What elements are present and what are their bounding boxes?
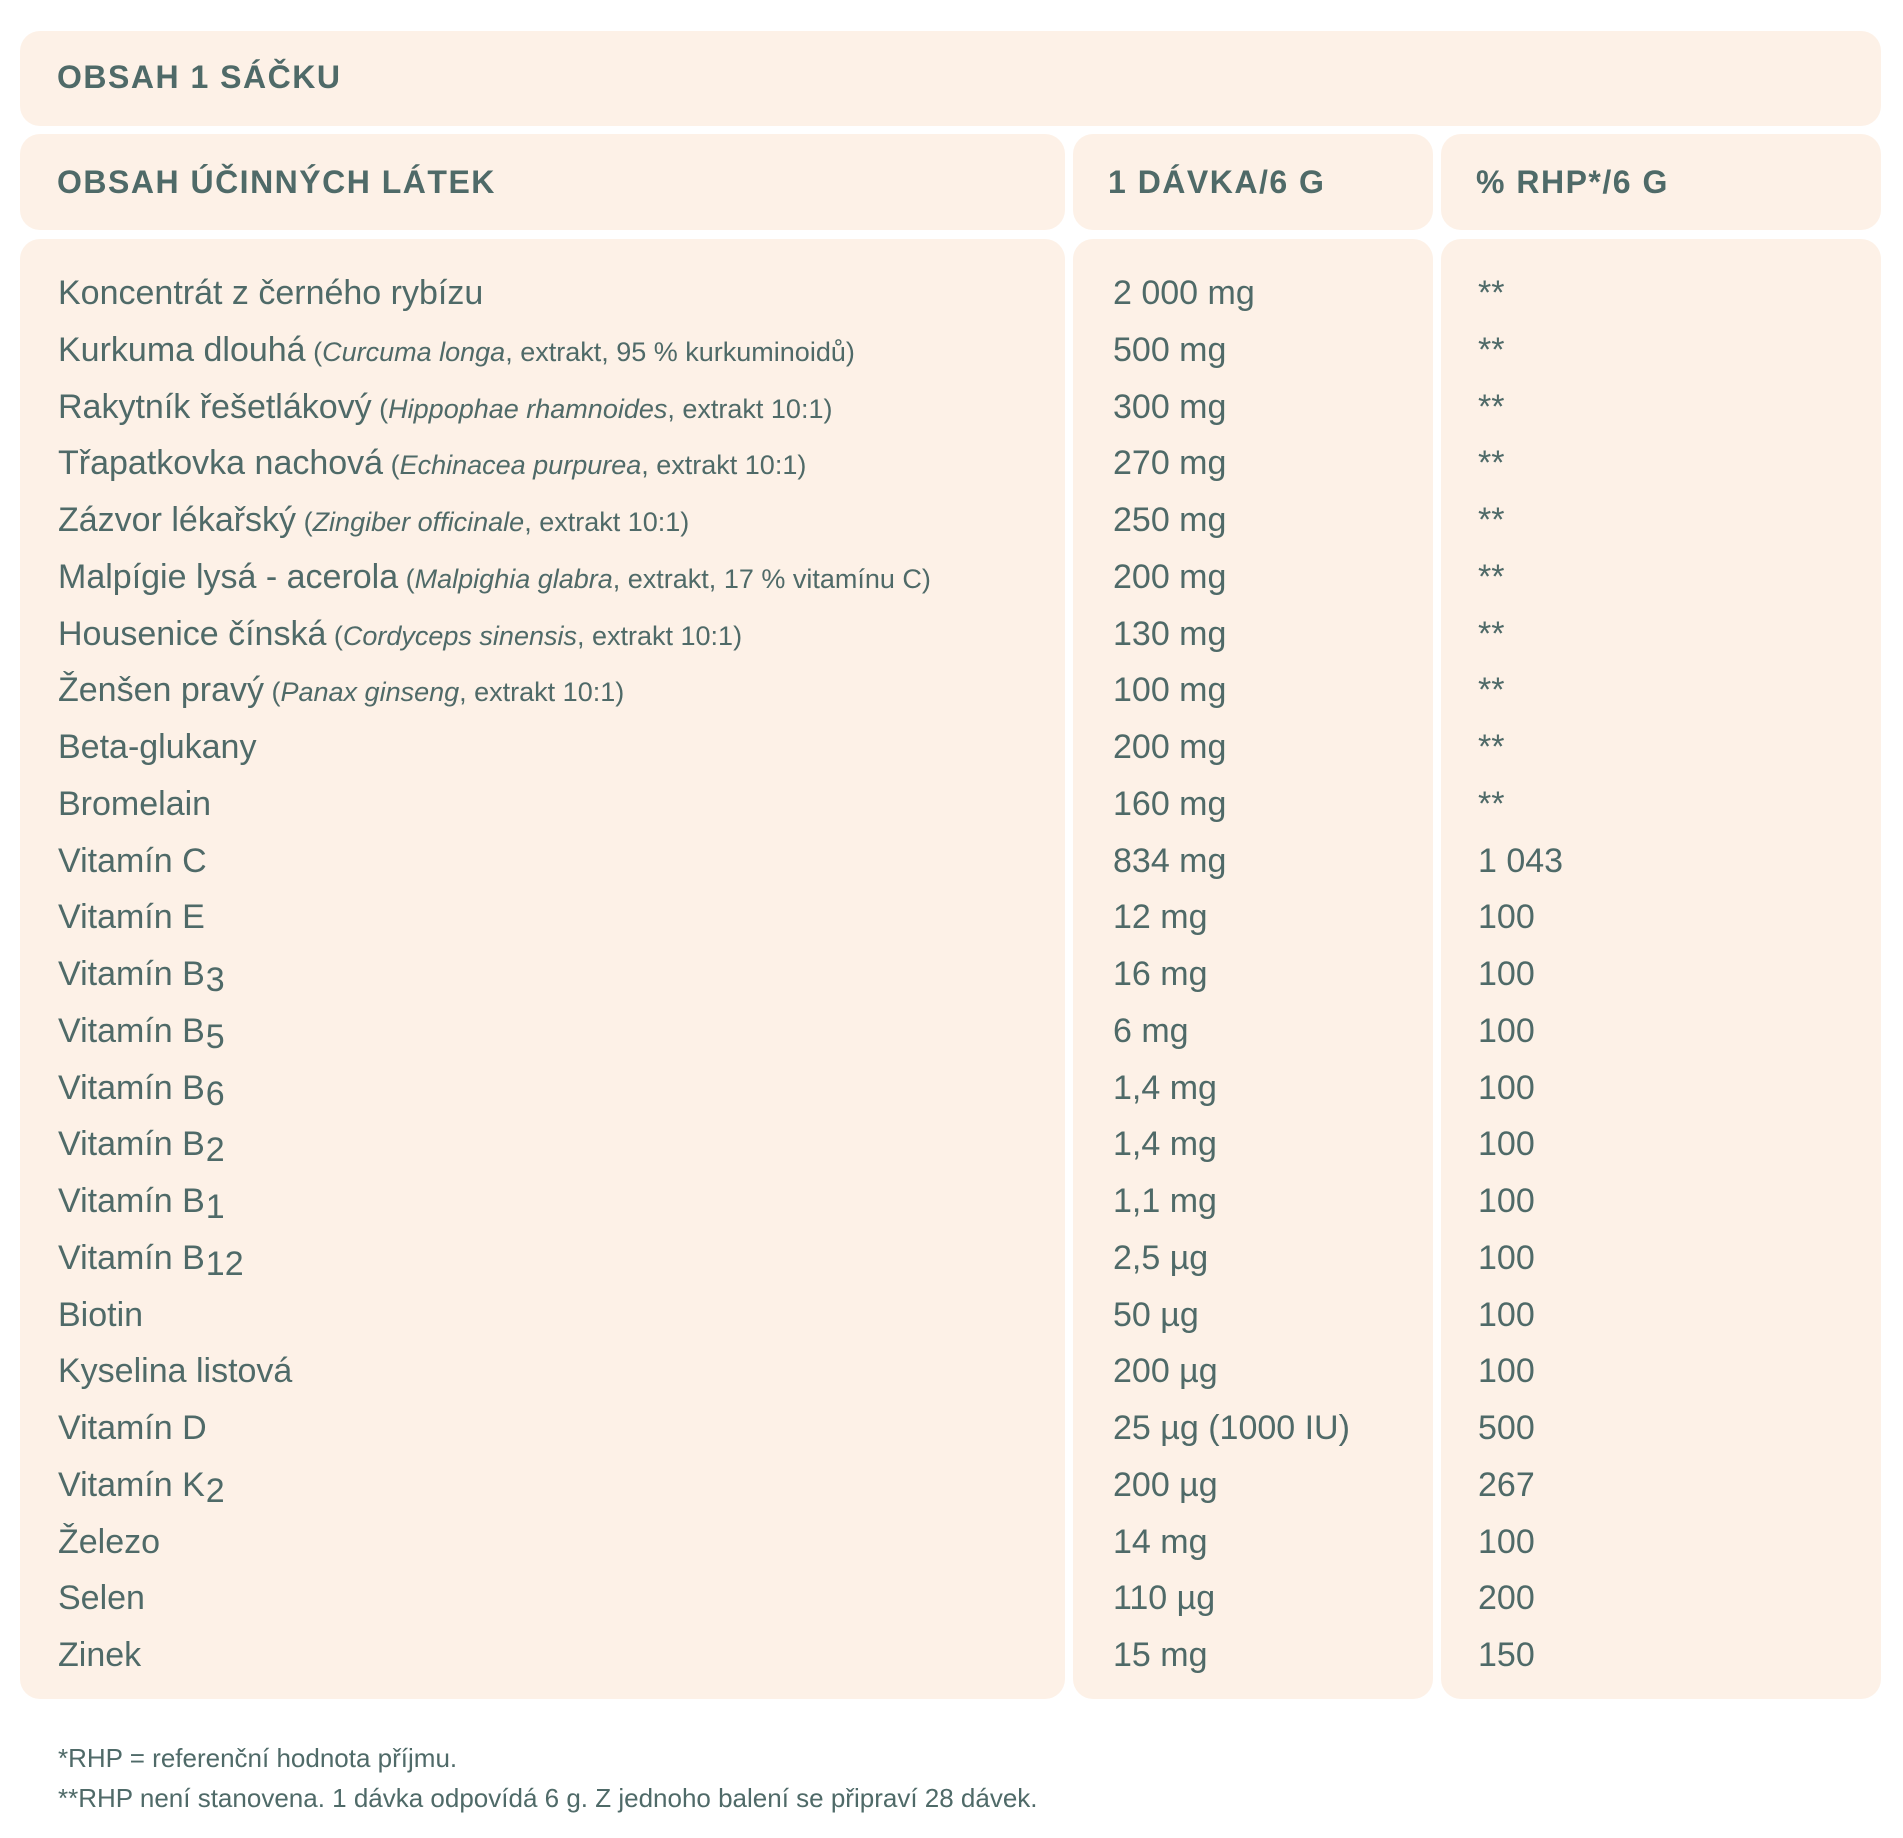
table-row <box>0 435 1903 492</box>
latin-name: Zingiber officinale <box>312 507 525 537</box>
latin-description: (Zingiber officinale, extrakt 10:1) <box>296 507 690 537</box>
ingredient-label: Bromelain <box>58 784 212 823</box>
rhp-value: 100 <box>1478 1522 1535 1561</box>
table-row <box>0 379 1903 436</box>
latin-name: Echinacea purpurea <box>399 450 642 481</box>
table-row <box>0 492 1903 549</box>
rhp-value: ** <box>1478 784 1505 823</box>
table-row <box>0 833 1903 890</box>
ingredient-label: Vitamín D <box>58 1409 207 1447</box>
ingredient-name <box>58 385 832 431</box>
subscript: 2 <box>205 1131 225 1170</box>
table-row <box>0 1343 1903 1400</box>
table-row <box>0 1514 1903 1571</box>
rhp-value: 1 043 <box>1478 841 1564 880</box>
table-row <box>0 265 1903 322</box>
footnote-rhp-not-set: **RHP není stanovena. 1 dávka odpovídá 6 g. Z jednoho balení se připraví 28 dávek. <box>58 1783 1038 1813</box>
latin-description: (Panax ginseng, extrakt 10:1) <box>264 677 625 708</box>
subscript: 12 <box>205 1244 244 1283</box>
ingredient-name <box>58 839 207 883</box>
ingredient-name <box>58 328 855 374</box>
dose-value: 14 mg <box>1113 1522 1208 1561</box>
ingredient-name <box>58 895 205 939</box>
ingredient-label: Vitamín B <box>58 1125 205 1164</box>
dose-value: 200 mg <box>1113 557 1227 596</box>
dose-value: 100 mg <box>1113 671 1227 710</box>
ingredient-label: Vitamín B <box>58 1068 205 1107</box>
title-bar <box>20 31 1881 126</box>
rhp-value: 100 <box>1478 955 1535 993</box>
header-cell-name <box>20 134 1065 230</box>
ingredient-name <box>58 1009 225 1059</box>
ingredient-label: Vitamín C <box>58 841 207 880</box>
ingredient-label: Selen <box>58 1579 145 1618</box>
dose-value: 1,4 mg <box>1113 1125 1217 1164</box>
ingredient-label: Vitamín B <box>58 1011 205 1050</box>
table-row <box>0 1627 1903 1684</box>
dose-value: 500 mg <box>1113 330 1227 369</box>
ingredient-name <box>58 1576 145 1620</box>
ingredient-label: Housenice čínská <box>58 614 327 653</box>
ingredient-name <box>58 952 225 1002</box>
ingredient-name <box>58 725 256 769</box>
subscript: 3 <box>205 961 225 999</box>
table-row <box>0 889 1903 946</box>
rhp-value: 150 <box>1478 1636 1535 1674</box>
header-name-label: OBSAH ÚČINNÝCH LÁTEK <box>57 164 496 200</box>
rhp-value: 100 <box>1478 1011 1535 1050</box>
table-row <box>0 946 1903 1003</box>
table-row <box>0 1173 1903 1230</box>
rhp-value: 100 <box>1478 1352 1535 1391</box>
ingredient-label: Vitamín B <box>58 955 205 993</box>
ingredient-label: Beta-glukany <box>58 728 257 766</box>
ingredient-name <box>58 1179 225 1229</box>
table-row <box>0 662 1903 719</box>
latin-name: Cordyceps sinensis <box>342 620 577 651</box>
dose-value: 270 mg <box>1113 444 1227 483</box>
footnotes <box>58 1738 1038 1818</box>
extract-info: , extrakt, 17 % vitamínu C) <box>612 563 931 594</box>
table-row <box>0 719 1903 776</box>
table-row <box>0 1287 1903 1344</box>
latin-name: Curcuma longa <box>322 336 506 367</box>
ingredient-label: Rakytník řešetlákový <box>58 387 372 426</box>
table-row <box>0 549 1903 606</box>
dose-value: 6 mg <box>1113 1011 1189 1050</box>
dose-value: 16 mg <box>1113 955 1208 993</box>
ingredient-label: Kurkuma dlouhá <box>58 330 306 369</box>
dose-value: 200 mg <box>1113 728 1227 766</box>
rhp-value: 100 <box>1478 1238 1535 1277</box>
ingredient-name <box>58 612 742 658</box>
ingredient-label: Třapatkovka nachová <box>58 444 384 483</box>
ingredient-label: Vitamín B <box>58 1182 205 1220</box>
latin-name: Hippophae rhamnoides <box>388 393 668 424</box>
ingredient-label: Biotin <box>58 1295 144 1334</box>
ingredient-name <box>58 1293 143 1337</box>
rhp-value: ** <box>1478 330 1505 369</box>
header-dose-label: 1 DÁVKA/6 G <box>1108 164 1326 200</box>
ingredient-label: Vitamín K <box>58 1465 205 1504</box>
ingredient-name <box>58 498 689 544</box>
dose-value: 200 µg <box>1113 1465 1218 1504</box>
rhp-value: 100 <box>1478 1182 1535 1220</box>
latin-name: Panax ginseng <box>280 677 460 708</box>
ingredient-name <box>58 555 931 601</box>
dose-value: 200 µg <box>1113 1352 1218 1391</box>
latin-description: (Hippophae rhamnoides, extrakt 10:1) <box>371 393 833 424</box>
table-row <box>0 1400 1903 1457</box>
rhp-value: ** <box>1478 501 1505 539</box>
rhp-value: 100 <box>1478 1068 1535 1107</box>
ingredient-name <box>58 1122 225 1172</box>
header-cell-dose <box>1073 134 1433 230</box>
header-rhp-label: % RHP*/6 G <box>1476 164 1669 200</box>
dose-value: 250 mg <box>1113 501 1227 539</box>
ingredient-label: Železo <box>58 1522 161 1561</box>
rhp-value: ** <box>1478 614 1505 653</box>
ingredient-label: Vitamín E <box>58 898 205 937</box>
ingredient-label: Zinek <box>58 1636 142 1674</box>
rhp-value: ** <box>1478 444 1505 483</box>
extract-info: , extrakt 10:1) <box>641 450 807 481</box>
dose-value: 50 µg <box>1113 1295 1199 1334</box>
header-cell-rhp <box>1441 134 1881 230</box>
rhp-value: ** <box>1478 557 1505 596</box>
table-row <box>0 1003 1903 1060</box>
dose-value: 12 mg <box>1113 898 1208 937</box>
extract-info: , extrakt 10:1) <box>524 507 690 537</box>
ingredient-label: Zázvor lékařský <box>58 501 297 539</box>
subscript: 1 <box>205 1188 225 1226</box>
ingredient-name <box>58 1406 207 1450</box>
dose-value: 25 µg (1000 IU) <box>1113 1409 1350 1447</box>
rhp-value: ** <box>1478 671 1505 710</box>
extract-info: , extrakt, 95 % kurkuminoidů) <box>505 336 855 367</box>
ingredient-name <box>58 1236 244 1286</box>
table-row <box>0 776 1903 833</box>
rhp-value: ** <box>1478 387 1505 426</box>
ingredient-name <box>58 782 211 826</box>
dose-value: 1,4 mg <box>1113 1068 1217 1107</box>
ingredient-label: Koncentrát z černého rybízu <box>58 274 484 312</box>
ingredient-name <box>58 668 624 714</box>
ingredient-label: Vitamín B <box>58 1238 205 1277</box>
table-body <box>0 265 1903 1684</box>
table-row <box>0 1570 1903 1627</box>
latin-description: (Curcuma longa, extrakt, 95 % kurkuminoidů) <box>305 336 855 367</box>
dose-value: 834 mg <box>1113 841 1227 880</box>
rhp-value: ** <box>1478 274 1505 312</box>
latin-description: (Malpighia glabra, extrakt, 17 % vitamínu C) <box>398 563 931 594</box>
latin-name: Malpighia glabra <box>414 563 613 594</box>
table-row <box>0 1457 1903 1514</box>
rhp-value: 100 <box>1478 1125 1535 1164</box>
ingredient-label: Kyselina listová <box>58 1352 293 1391</box>
dose-value: 300 mg <box>1113 387 1227 426</box>
subscript: 6 <box>205 1074 225 1113</box>
rhp-value: 267 <box>1478 1465 1535 1504</box>
table-row <box>0 322 1903 379</box>
ingredient-name <box>58 271 483 315</box>
ingredient-name <box>58 1633 141 1677</box>
dose-value: 15 mg <box>1113 1636 1208 1674</box>
table-title: OBSAH 1 SÁČKU <box>57 59 342 95</box>
ingredient-name <box>58 1520 160 1564</box>
extract-info: , extrakt 10:1) <box>667 393 833 424</box>
ingredient-name <box>58 441 806 487</box>
dose-value: 110 µg <box>1113 1579 1216 1618</box>
table-row <box>0 606 1903 663</box>
rhp-value: 100 <box>1478 1295 1535 1334</box>
dose-value: 2,5 µg <box>1113 1238 1209 1277</box>
table-row <box>0 1060 1903 1117</box>
table-row <box>0 1116 1903 1173</box>
dose-value: 130 mg <box>1113 614 1227 653</box>
extract-info: , extrakt 10:1) <box>459 677 625 708</box>
dose-value: 2 000 mg <box>1113 274 1255 312</box>
ingredient-name <box>58 1349 292 1393</box>
dose-value: 160 mg <box>1113 784 1227 823</box>
latin-description: (Echinacea purpurea, extrakt 10:1) <box>383 450 807 481</box>
latin-description: (Cordyceps sinensis, extrakt 10:1) <box>326 620 743 651</box>
rhp-value: 100 <box>1478 898 1535 937</box>
ingredient-label: Malpígie lysá - acerola <box>58 557 399 596</box>
subscript: 2 <box>205 1471 225 1510</box>
subscript: 5 <box>205 1017 225 1056</box>
rhp-value: 200 <box>1478 1579 1535 1618</box>
ingredient-name <box>58 1463 225 1513</box>
ingredient-name <box>58 1066 225 1116</box>
rhp-value: 500 <box>1478 1409 1535 1447</box>
extract-info: , extrakt 10:1) <box>576 620 743 651</box>
rhp-value: ** <box>1478 728 1505 766</box>
table-row <box>0 1230 1903 1287</box>
footnote-rhp-definition: *RHP = referenční hodnota příjmu. <box>58 1743 458 1773</box>
dose-value: 1,1 mg <box>1113 1182 1217 1220</box>
ingredient-label: Ženšen pravý <box>58 671 264 710</box>
